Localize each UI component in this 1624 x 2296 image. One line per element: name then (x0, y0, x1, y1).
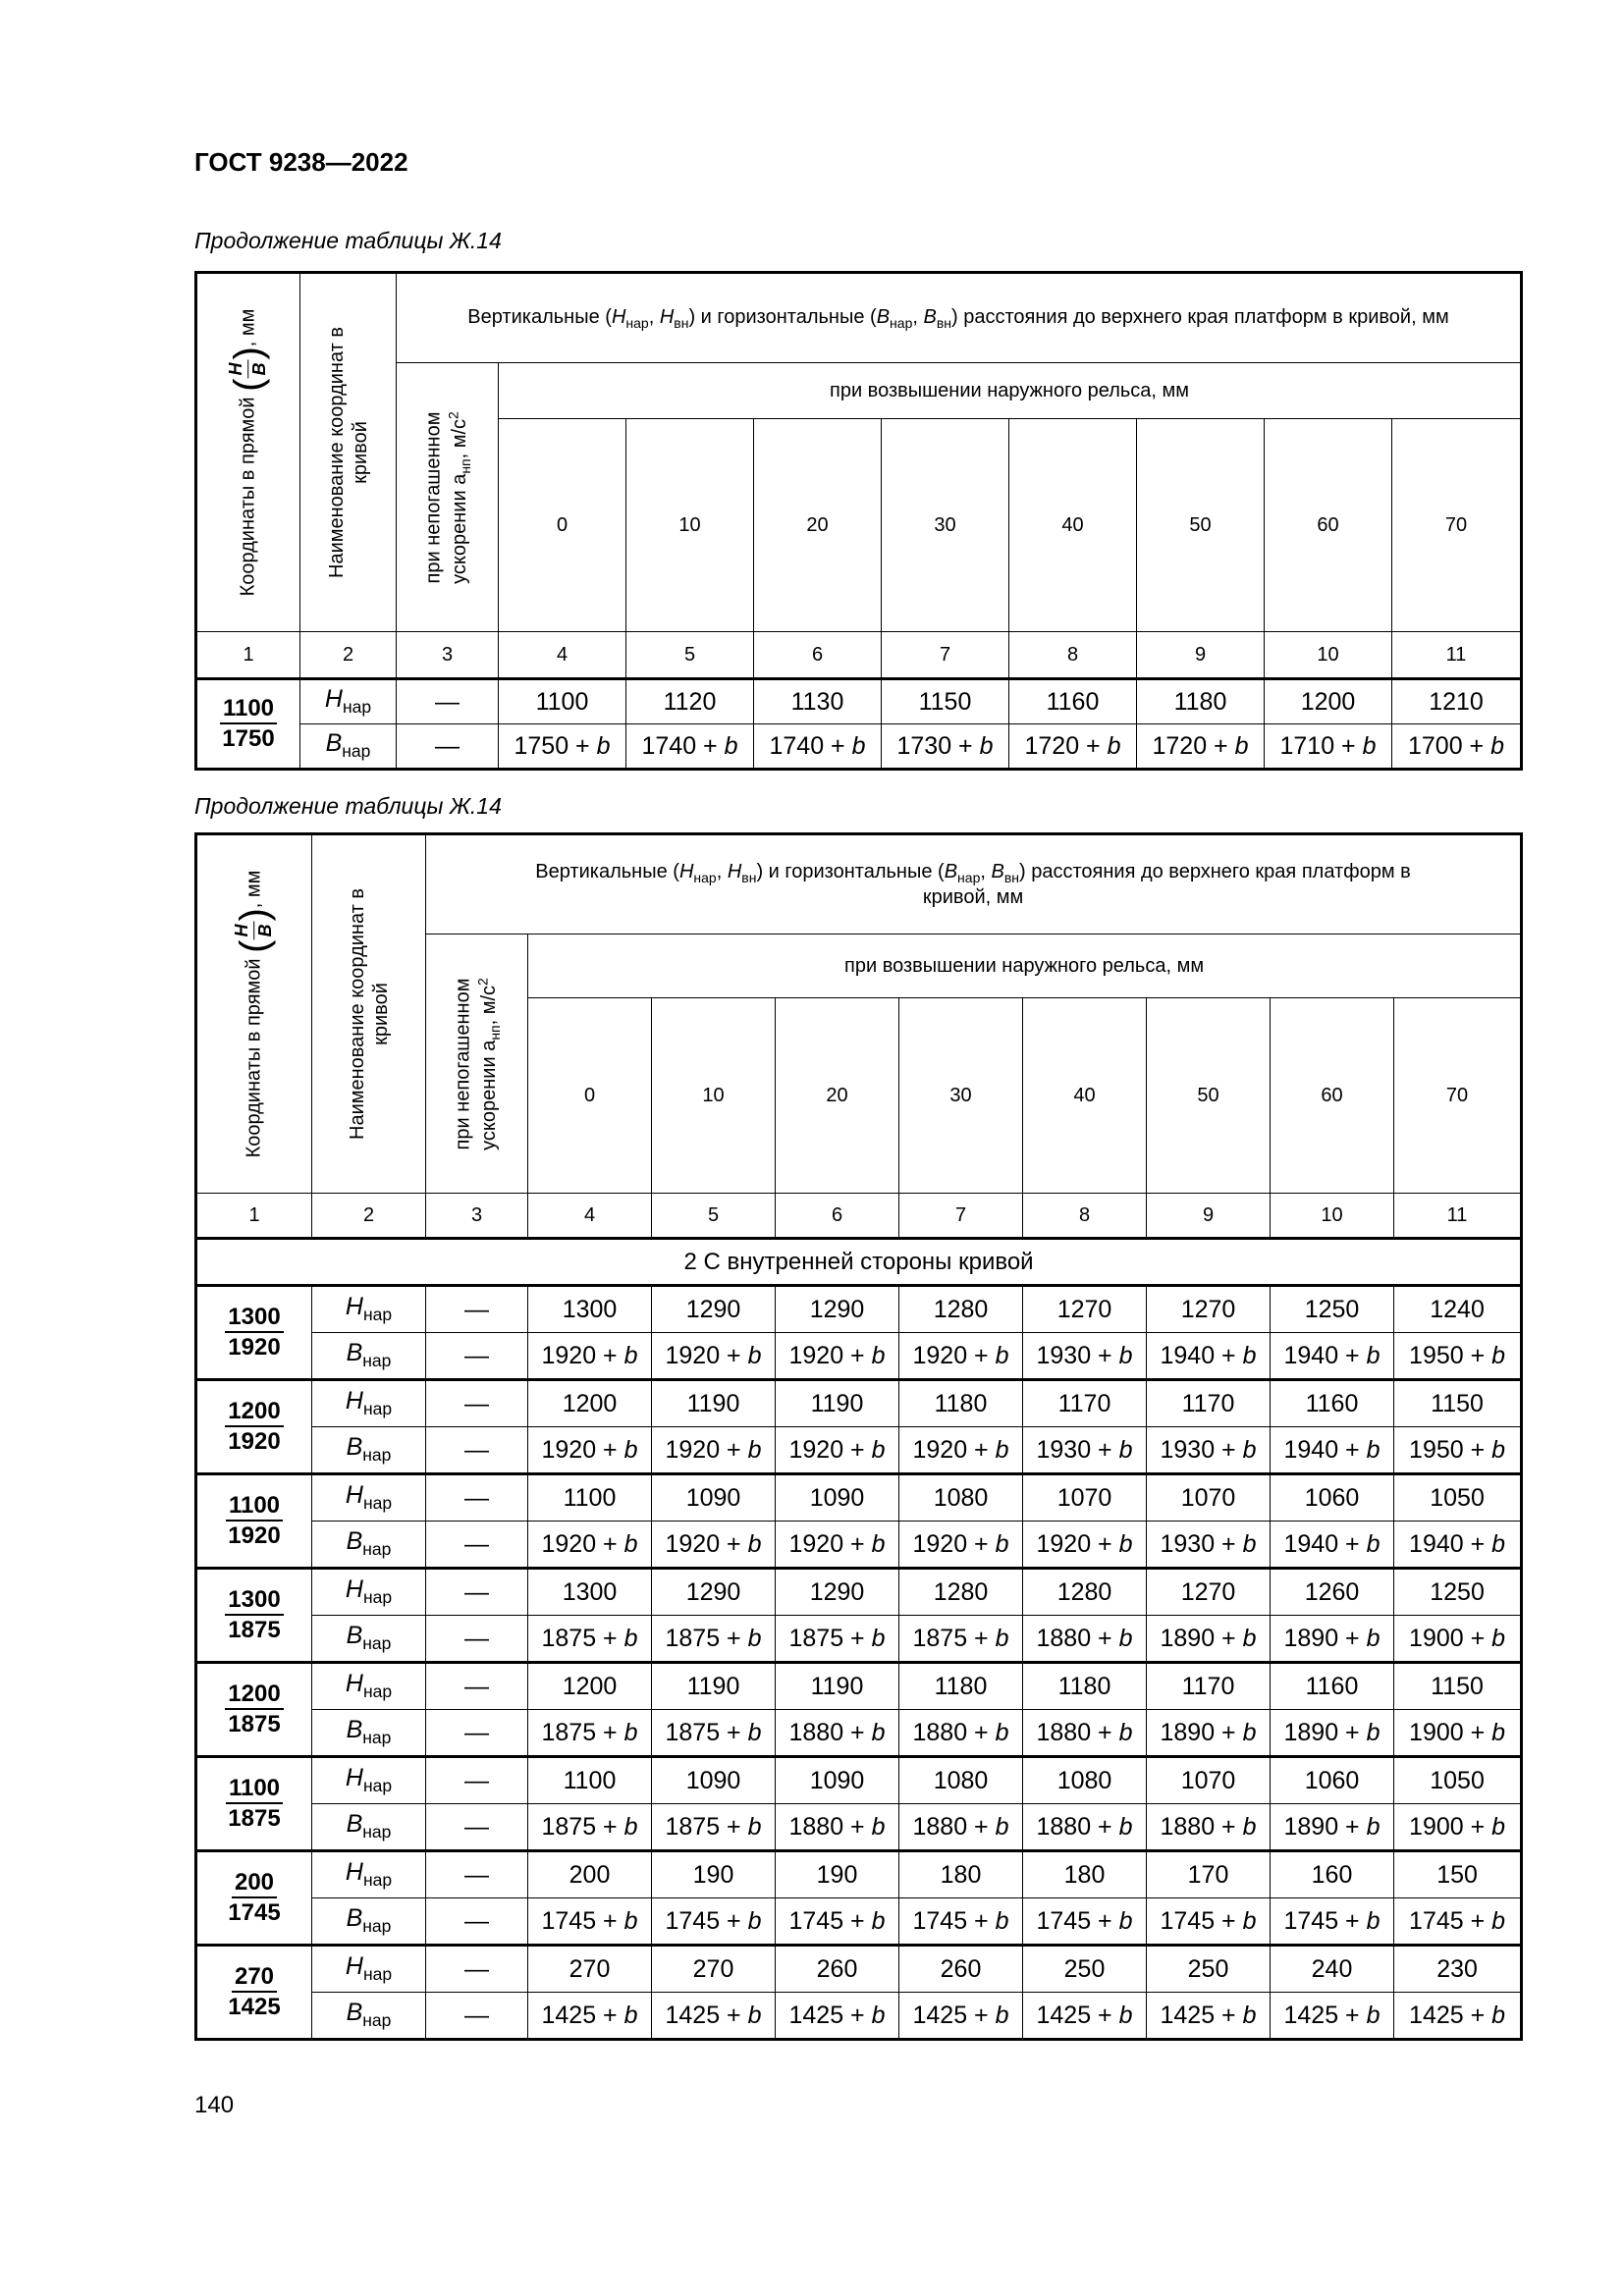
value-cell: 1180 (1023, 1663, 1147, 1710)
value-cell: 1210 (1392, 679, 1522, 724)
fraction-numerator: 1300 (225, 1587, 283, 1616)
elevation-col-header: 20 (776, 998, 899, 1194)
value-cell: 1890 + b (1147, 1616, 1271, 1663)
value-cell: 1200 (1265, 679, 1392, 724)
hb-fraction: ( H B ) (226, 347, 270, 392)
column-number: 6 (776, 1194, 899, 1239)
column-number: 4 (499, 632, 626, 679)
value-cell: 1880 + b (1147, 1804, 1271, 1851)
elevation-col-header: 40 (1009, 419, 1137, 632)
column-number: 2 (312, 1194, 426, 1239)
value-cell: 1740 + b (754, 724, 882, 770)
value-cell: 1050 (1394, 1757, 1522, 1804)
value-cell: 1750 + b (499, 724, 626, 770)
coordinate-fraction (196, 679, 300, 770)
value-cell: 1170 (1023, 1380, 1147, 1427)
value-cell: 1090 (652, 1757, 776, 1804)
table-row (196, 1427, 1522, 1474)
elevation-col-header: 30 (882, 419, 1009, 632)
coordinate-fraction (196, 1286, 312, 1380)
value-cell: 1745 + b (528, 1898, 652, 1946)
coordinate-name: $B_{нар}$ (312, 1710, 426, 1757)
coordinate-name: $H_{нар}$ (300, 679, 397, 724)
table-row (196, 1569, 1522, 1616)
acceleration-cell: — (397, 724, 499, 770)
value-cell: 1280 (899, 1569, 1023, 1616)
value-cell: 1290 (776, 1569, 899, 1616)
col2-header: Наименование координат в кривой (300, 273, 397, 632)
main-header: Вертикальные ($H_{нар}$, $H_{вн}$) и горизонтальные ($B_{нар}$, $B_{вн}$) расстояния до верхнего края платформ в кривой, мм (426, 834, 1522, 934)
column-number: 1 (196, 1194, 312, 1239)
table2 (194, 832, 1523, 2041)
value-cell: 1880 + b (776, 1710, 899, 1757)
value-cell: 1890 + b (1147, 1710, 1271, 1757)
value-cell: 1070 (1023, 1474, 1147, 1522)
value-cell: 1160 (1009, 679, 1137, 724)
column-number: 9 (1147, 1194, 1271, 1239)
acceleration-cell: — (426, 1757, 528, 1804)
elevation-col-header: 50 (1137, 419, 1265, 632)
value-cell: 1875 + b (776, 1616, 899, 1663)
column-number: 8 (1009, 632, 1137, 679)
coordinate-name: $B_{нар}$ (312, 1898, 426, 1946)
value-cell: 1875 + b (652, 1616, 776, 1663)
value-cell: 1160 (1271, 1663, 1394, 1710)
fraction-denominator: 1745 (228, 1899, 281, 1926)
value-cell: 160 (1271, 1851, 1394, 1898)
value-cell: 1130 (754, 679, 882, 724)
column-number: 9 (1137, 632, 1265, 679)
value-cell: 1900 + b (1394, 1616, 1522, 1663)
value-cell: 1150 (1394, 1663, 1522, 1710)
coordinate-name: $H_{нар}$ (312, 1757, 426, 1804)
value-cell: 1880 + b (899, 1710, 1023, 1757)
value-cell: 270 (528, 1946, 652, 1993)
acceleration-cell: — (426, 1616, 528, 1663)
value-cell: 1080 (1023, 1757, 1147, 1804)
value-cell: 1740 + b (626, 724, 754, 770)
fraction-numerator: 1200 (225, 1399, 283, 1427)
value-cell: 1875 + b (652, 1804, 776, 1851)
value-cell: 1425 + b (652, 1993, 776, 2040)
elevation-header: при возвышении наружного рельса, мм (499, 363, 1522, 419)
acceleration-cell: — (426, 1569, 528, 1616)
acceleration-cell: — (426, 1380, 528, 1427)
fraction-denominator: 1875 (228, 1617, 281, 1643)
table-row (196, 1663, 1522, 1710)
value-cell: 1270 (1147, 1569, 1271, 1616)
acceleration-cell: — (426, 1663, 528, 1710)
value-cell: 1425 + b (1394, 1993, 1522, 2040)
value-cell: 1190 (652, 1663, 776, 1710)
value-cell: 200 (528, 1851, 652, 1898)
value-cell: 1090 (776, 1474, 899, 1522)
table-row (196, 1851, 1522, 1898)
value-cell: 1060 (1271, 1474, 1394, 1522)
value-cell: 1425 + b (1271, 1993, 1394, 2040)
fraction-denominator: 1750 (222, 725, 275, 752)
column-number: 1 (196, 632, 300, 679)
col1-header: Координаты в прямой ( H B ) , мм (196, 834, 312, 1194)
value-cell: 1745 + b (1147, 1898, 1271, 1946)
value-cell: 150 (1394, 1851, 1522, 1898)
elevation-col-header: 60 (1265, 419, 1392, 632)
fraction-denominator: 1920 (228, 1334, 281, 1361)
acceleration-cell: — (426, 1474, 528, 1522)
value-cell: 1300 (528, 1286, 652, 1333)
table-row (196, 1474, 1522, 1522)
value-cell: 1260 (1271, 1569, 1394, 1616)
value-cell: 180 (899, 1851, 1023, 1898)
value-cell: 1950 + b (1394, 1333, 1522, 1380)
value-cell: 1280 (1023, 1569, 1147, 1616)
value-cell: 1290 (652, 1286, 776, 1333)
value-cell: 1950 + b (1394, 1427, 1522, 1474)
value-cell: 190 (652, 1851, 776, 1898)
value-cell: 240 (1271, 1946, 1394, 1993)
column-number: 10 (1265, 632, 1392, 679)
value-cell: 1745 + b (1394, 1898, 1522, 1946)
acceleration-cell: — (426, 1804, 528, 1851)
elevation-col-header: 10 (652, 998, 776, 1194)
coordinate-fraction (196, 1757, 312, 1851)
acceleration-cell: — (426, 1851, 528, 1898)
value-cell: 1080 (899, 1757, 1023, 1804)
value-cell: 260 (899, 1946, 1023, 1993)
value-cell: 1920 + b (652, 1333, 776, 1380)
value-cell: 1745 + b (776, 1898, 899, 1946)
value-cell: 1875 + b (528, 1804, 652, 1851)
value-cell: 1720 + b (1009, 724, 1137, 770)
value-cell: 1920 + b (528, 1427, 652, 1474)
value-cell: 1100 (499, 679, 626, 724)
coordinate-name: $B_{нар}$ (312, 1522, 426, 1569)
value-cell: 1250 (1394, 1569, 1522, 1616)
section-row: 2 С внутренней стороны кривой (196, 1239, 1522, 1286)
fraction-denominator: 1920 (228, 1428, 281, 1455)
value-cell: 1940 + b (1271, 1522, 1394, 1569)
value-cell: 1730 + b (882, 724, 1009, 770)
value-cell: 170 (1147, 1851, 1271, 1898)
fraction-numerator: 1300 (225, 1305, 283, 1333)
value-cell: 1880 + b (1023, 1710, 1147, 1757)
value-cell: 1270 (1147, 1286, 1271, 1333)
table-row (196, 1946, 1522, 1993)
column-number: 7 (899, 1194, 1023, 1239)
fraction-denominator: 1875 (228, 1711, 281, 1737)
value-cell: 1920 + b (776, 1427, 899, 1474)
value-cell: 1180 (1137, 679, 1265, 724)
value-cell: 1920 + b (652, 1427, 776, 1474)
value-cell: 1900 + b (1394, 1710, 1522, 1757)
value-cell: 1120 (626, 679, 754, 724)
table-row (196, 1616, 1522, 1663)
value-cell: 250 (1147, 1946, 1271, 1993)
acceleration-cell: — (426, 1710, 528, 1757)
value-cell: 1090 (776, 1757, 899, 1804)
elevation-header: при возвышении наружного рельса, мм (528, 934, 1522, 998)
elevation-col-header: 10 (626, 419, 754, 632)
value-cell: 1920 + b (899, 1427, 1023, 1474)
coordinate-name: $B_{нар}$ (312, 1993, 426, 2040)
coordinate-fraction (196, 1380, 312, 1474)
elevation-col-header: 60 (1271, 998, 1394, 1194)
table-row (196, 724, 1522, 770)
value-cell: 1920 + b (1023, 1522, 1147, 1569)
fraction-numerator: 1200 (225, 1682, 283, 1710)
column-number: 7 (882, 632, 1009, 679)
value-cell: 1920 + b (776, 1522, 899, 1569)
table1-caption: Продолжение таблицы Ж.14 (194, 228, 502, 253)
fraction-numerator: 1100 (220, 696, 277, 724)
value-cell: 1180 (899, 1380, 1023, 1427)
value-cell: 1745 + b (652, 1898, 776, 1946)
coordinate-name: $H_{нар}$ (312, 1569, 426, 1616)
value-cell: 1930 + b (1147, 1427, 1271, 1474)
value-cell: 1890 + b (1271, 1710, 1394, 1757)
value-cell: 1425 + b (776, 1993, 899, 2040)
elevation-col-header: 0 (528, 998, 652, 1194)
acceleration-cell: — (426, 1427, 528, 1474)
value-cell: 1930 + b (1147, 1522, 1271, 1569)
page-number: 140 (194, 2092, 235, 2118)
value-cell: 1920 + b (776, 1333, 899, 1380)
column-number: 6 (754, 632, 882, 679)
coordinate-name: $B_{нар}$ (312, 1427, 426, 1474)
column-number: 5 (652, 1194, 776, 1239)
value-cell: 1425 + b (528, 1993, 652, 2040)
value-cell: 1180 (899, 1663, 1023, 1710)
value-cell: 1890 + b (1271, 1616, 1394, 1663)
coordinate-name: $H_{нар}$ (312, 1474, 426, 1522)
elevation-col-header: 30 (899, 998, 1023, 1194)
coordinate-name: $H_{нар}$ (312, 1663, 426, 1710)
value-cell: 1890 + b (1271, 1804, 1394, 1851)
value-cell: 1930 + b (1023, 1427, 1147, 1474)
acceleration-cell: — (426, 1333, 528, 1380)
value-cell: 1940 + b (1147, 1333, 1271, 1380)
value-cell: 1880 + b (776, 1804, 899, 1851)
value-cell: 1875 + b (528, 1710, 652, 1757)
table1 (194, 271, 1523, 771)
column-number: 10 (1271, 1194, 1394, 1239)
value-cell: 190 (776, 1851, 899, 1898)
value-cell: 260 (776, 1946, 899, 1993)
value-cell: 1880 + b (1023, 1616, 1147, 1663)
elevation-col-header: 50 (1147, 998, 1271, 1194)
value-cell: 1930 + b (1023, 1333, 1147, 1380)
value-cell: 1880 + b (1023, 1804, 1147, 1851)
value-cell: 1720 + b (1137, 724, 1265, 770)
value-cell: 1050 (1394, 1474, 1522, 1522)
value-cell: 1080 (899, 1474, 1023, 1522)
acceleration-cell: — (397, 679, 499, 724)
table-row (196, 1380, 1522, 1427)
column-number: 3 (426, 1194, 528, 1239)
value-cell: 1160 (1271, 1380, 1394, 1427)
value-cell: 1745 + b (1271, 1898, 1394, 1946)
value-cell: 1745 + b (899, 1898, 1023, 1946)
value-cell: 1200 (528, 1663, 652, 1710)
value-cell: 1100 (528, 1757, 652, 1804)
table-row (196, 1522, 1522, 1569)
value-cell: 1200 (528, 1380, 652, 1427)
coordinate-fraction (196, 1474, 312, 1569)
coordinate-fraction (196, 1851, 312, 1946)
fraction-numerator: 200 (232, 1870, 277, 1898)
coordinate-name: $B_{нар}$ (300, 724, 397, 770)
elevation-col-header: 70 (1394, 998, 1522, 1194)
column-number: 2 (300, 632, 397, 679)
acceleration-cell: — (426, 1522, 528, 1569)
value-cell: 1875 + b (528, 1616, 652, 1663)
value-cell: 1090 (652, 1474, 776, 1522)
document-header: ГОСТ 9238—2022 (194, 147, 408, 177)
table-row (196, 1757, 1522, 1804)
value-cell: 1920 + b (528, 1522, 652, 1569)
value-cell: 1240 (1394, 1286, 1522, 1333)
elevation-col-header: 70 (1392, 419, 1522, 632)
value-cell: 1170 (1147, 1380, 1271, 1427)
value-cell: 270 (652, 1946, 776, 1993)
fraction-denominator: 1425 (228, 1994, 281, 2020)
value-cell: 1170 (1147, 1663, 1271, 1710)
coordinate-fraction (196, 1946, 312, 2040)
coordinate-name: $H_{нар}$ (312, 1286, 426, 1333)
value-cell: 1920 + b (899, 1522, 1023, 1569)
value-cell: 1940 + b (1271, 1333, 1394, 1380)
value-cell: 1425 + b (1023, 1993, 1147, 2040)
table-row (196, 679, 1522, 724)
coordinate-name: $H_{нар}$ (312, 1380, 426, 1427)
acceleration-cell: — (426, 1286, 528, 1333)
col1-header: Координаты в прямой ( H B ) , мм (196, 273, 300, 632)
value-cell: 1270 (1023, 1286, 1147, 1333)
value-cell: 1920 + b (528, 1333, 652, 1380)
table-row (196, 1286, 1522, 1333)
column-number: 11 (1392, 632, 1522, 679)
value-cell: 1060 (1271, 1757, 1394, 1804)
value-cell: 1190 (776, 1663, 899, 1710)
fraction-denominator: 1875 (228, 1805, 281, 1832)
value-cell: 1745 + b (1023, 1898, 1147, 1946)
value-cell: 1190 (652, 1380, 776, 1427)
value-cell: 1300 (528, 1569, 652, 1616)
value-cell: 1710 + b (1265, 724, 1392, 770)
fraction-numerator: 1100 (226, 1776, 283, 1804)
value-cell: 1250 (1271, 1286, 1394, 1333)
fraction-numerator: 1100 (226, 1493, 283, 1522)
fraction-denominator: 1920 (228, 1522, 281, 1549)
value-cell: 1100 (528, 1474, 652, 1522)
table-row (196, 1710, 1522, 1757)
coordinate-name: $H_{нар}$ (312, 1851, 426, 1898)
column-number: 5 (626, 632, 754, 679)
col3-header: при непогашенном ускорении $a_{нп}$, $м/с^2$ (397, 363, 499, 632)
value-cell: 1070 (1147, 1757, 1271, 1804)
value-cell: 250 (1023, 1946, 1147, 1993)
value-cell: 1700 + b (1392, 724, 1522, 770)
value-cell: 1150 (1394, 1380, 1522, 1427)
value-cell: 1280 (899, 1286, 1023, 1333)
column-number: 8 (1023, 1194, 1147, 1239)
value-cell: 1940 + b (1271, 1427, 1394, 1474)
value-cell: 1290 (776, 1286, 899, 1333)
value-cell: 1190 (776, 1380, 899, 1427)
elevation-col-header: 0 (499, 419, 626, 632)
table-row (196, 1993, 1522, 2040)
table-row (196, 1898, 1522, 1946)
column-number: 3 (397, 632, 499, 679)
coordinate-name: $B_{нар}$ (312, 1616, 426, 1663)
column-number: 4 (528, 1194, 652, 1239)
coordinate-name: $B_{нар}$ (312, 1333, 426, 1380)
value-cell: 1070 (1147, 1474, 1271, 1522)
acceleration-cell: — (426, 1946, 528, 1993)
acceleration-cell: — (426, 1993, 528, 2040)
coordinate-fraction (196, 1663, 312, 1757)
coordinate-name: $B_{нар}$ (312, 1804, 426, 1851)
col2-header: Наименование координат в кривой (312, 834, 426, 1194)
value-cell: 1920 + b (652, 1522, 776, 1569)
coordinate-name: $H_{нар}$ (312, 1946, 426, 1993)
value-cell: 1920 + b (899, 1333, 1023, 1380)
value-cell: 1875 + b (899, 1616, 1023, 1663)
value-cell: 1875 + b (652, 1710, 776, 1757)
elevation-col-header: 20 (754, 419, 882, 632)
fraction-numerator: 270 (232, 1964, 277, 1993)
value-cell: 1940 + b (1394, 1522, 1522, 1569)
table2-caption: Продолжение таблицы Ж.14 (194, 793, 502, 819)
hb-fraction: ( H B ) (232, 908, 276, 953)
col3-header: при непогашенном ускорении $a_{нп}$, $м/с^2$ (426, 934, 528, 1194)
value-cell: 1150 (882, 679, 1009, 724)
table-row (196, 1333, 1522, 1380)
value-cell: 1900 + b (1394, 1804, 1522, 1851)
value-cell: 180 (1023, 1851, 1147, 1898)
table-row (196, 1804, 1522, 1851)
value-cell: 230 (1394, 1946, 1522, 1993)
column-number: 11 (1394, 1194, 1522, 1239)
value-cell: 1425 + b (1147, 1993, 1271, 2040)
coordinate-fraction (196, 1569, 312, 1663)
value-cell: 1290 (652, 1569, 776, 1616)
acceleration-cell: — (426, 1898, 528, 1946)
value-cell: 1880 + b (899, 1804, 1023, 1851)
value-cell: 1425 + b (899, 1993, 1023, 2040)
elevation-col-header: 40 (1023, 998, 1147, 1194)
main-header: Вертикальные ($H_{нар}$, $H_{вн}$) и горизонтальные ($B_{нар}$, $B_{вн}$) расстояния до верхнего края платформ в кривой, мм (397, 273, 1522, 363)
